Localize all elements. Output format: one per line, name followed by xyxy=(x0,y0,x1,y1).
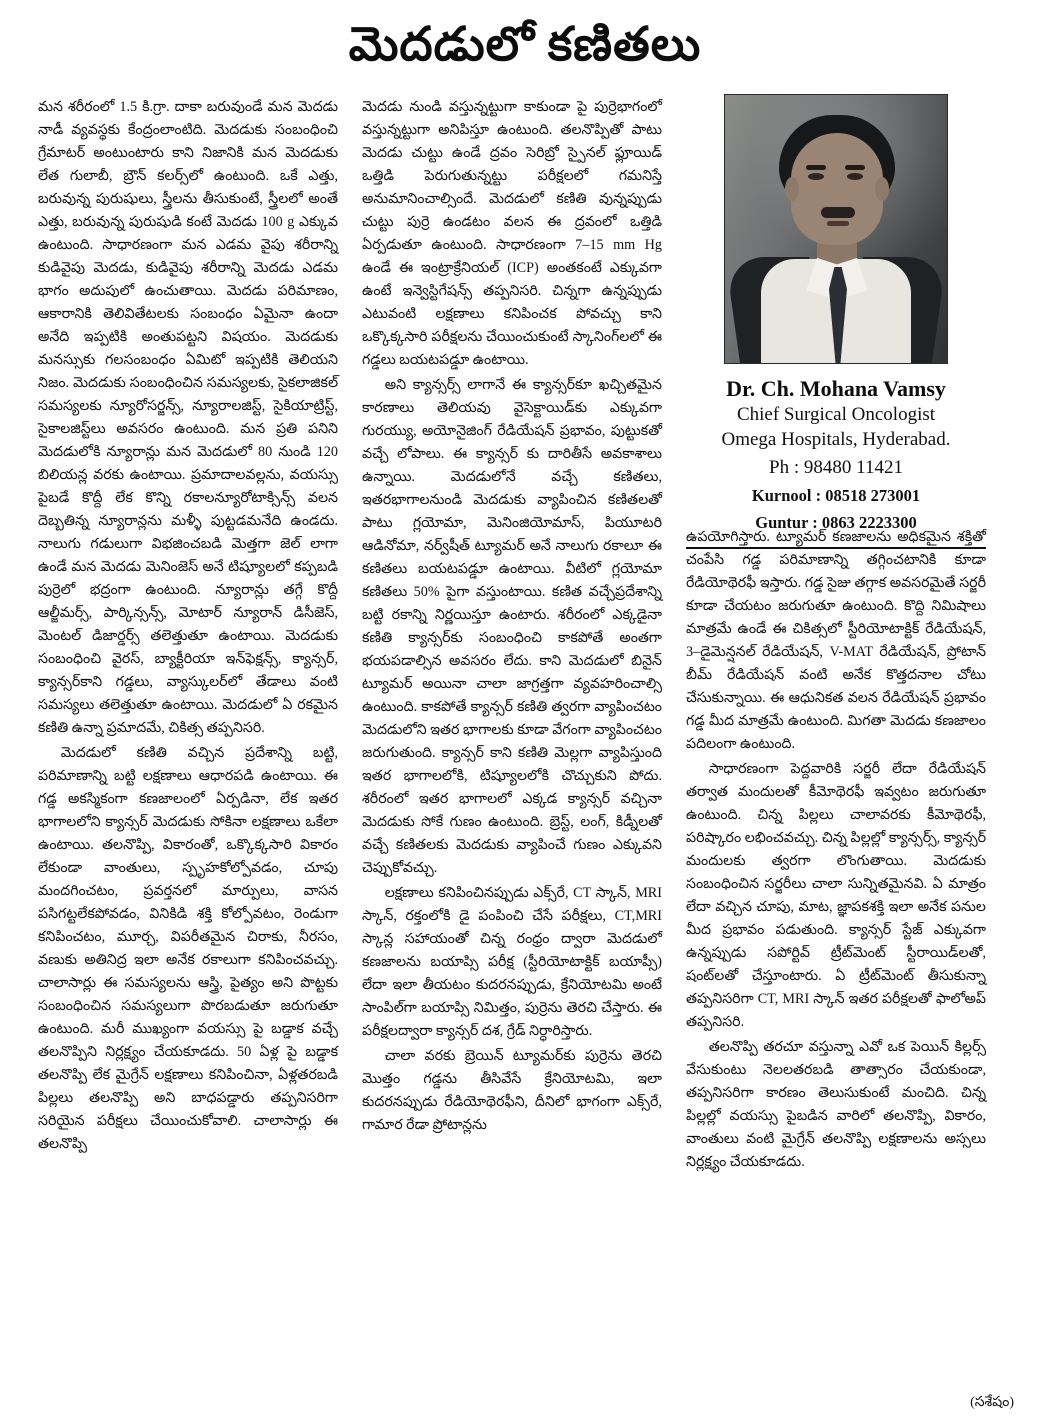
doctor-branch-guntur: Guntur : 0863 2223300 xyxy=(755,513,917,533)
paragraph: మన శరీరంలో 1.5 కి.గ్రా. దాకా బరువుండే మన మెదడు నాడీ వ్యవస్థకు కేంద్రంలాంటిది. మెదడుకు సంబంధించి గ్రేమాటర్ అంటుంటారు కాని నిజానికి మన మెదడుకు లేత గులాబీ, బ్రౌన్ కలర్స్‌లో ఉంటుంది. ఒకే ఎత్తు, బరువున్న పురుషులు, స్త్రీలను తీసుకుంటే, స్త్రీలలో అంతే ఎత్తు, బరువున్న పురుషుడి కంటే మెదడు 100 g ఎక్కువ ఉంటుంది. సాధారణంగా మన ఎడమ వైపు శరీరాన్ని కుడివైపు మెదడు, కుడివైపు శరీరాన్ని మెదడు ఎడమ భాగం అదుపులో ఉంచుతాయి. మెదడు పరిమాణం, ఆకారానికి తెలివితేటలకు సంబంధం ఏమైనా ఉందా అనేది ఇప్పటికి అంతుపట్టని విషయం. మెదడుకు మనస్సుకు గలసంబంధం ఏమిటో ఇప్పటికి తెలియని నిజం. మెదడుకు సంబంధించిన సమస్యలకు, సైకలాజికల్ సమస్యలకు న్యూరోసర్జన్స్, న్యూరాలజిస్ట్, సైకియాట్రిస్ట్, సైకాలజిస్ట్‌లు అవసరం ఉంటుంది. మన ప్రతి పనిని మెదడులోకి న్యూరాన్లు మన మెదడులో 80 నుండి 120 బిలియన్ల వరకు ఉంటాయి. ప్రమాదాలవల్లను, వయస్సు పైబడే కొద్దీ లేక కొన్ని రకాలన్యూరోటాక్సిన్స్ వలన దెబ్బతిన్న న్యూరాన్లను మళ్ళీ పుట్టడమనేది ఉండదు. నాలుగు గడులుగా విభజించబడి మెత్తగా జెల్ లాగా ఉండే మన మెదడు మెనింజెస్ అనే టిష్యూలలో కప్పబడి పుర్రెలో భద్రంగా ఉంటుంది. న్యూరాన్లు తగ్గే కొద్దీ ఆల్జీమర్స్, పార్కిన్సన్స్, మోటార్ న్యూరాన్ డిసీజెస్, మెంటల్ డిజార్డర్స్ తలెత్తుతూ ఉంటాయి. మెదడుకు సంబంధించి వైరస్, బ్యాక్టీరియా ఇన్‌ఫెక్షన్స్, క్యాన్సర్, క్యాన్సర్‌కాని గడ్డలు, వ్యాస్కులర్‌లో తేడాలు వంటి సమస్యలు తలెత్తుతూ ఉంటాయి. మెదడులో ఏ రకమైన కణితి ఉన్నా ప్రమాదమే, చికిత్స తప్పనిసరి. xyxy=(38,99,338,736)
paragraph: చాలా వరకు బ్రెయిన్ ట్యూమర్‌కు పుర్రెను తెరచి మొత్తం గడ్డను తీసివేసే క్రేనియోటమి, ఇలా కుదరనప్పుడు రేడియోథెరఫీని, దీనిలో భాగంగా ఎక్స్‌రే, గామార రేడా ప్రోటాన్లను xyxy=(362,1048,662,1134)
page-title: మెదడులో కణితలు xyxy=(348,19,702,71)
paragraph: మెదడు నుండి వస్తున్నట్టుగా కాకుండా పై పుర్రెభాగంలో వస్తున్నట్టుగా అనిపిస్తూ ఉంటుంది. తలనొప్పితో పాటు మెదడు చుట్టు ఉండే ద్రవం సెరిబ్రో స్పైనల్ ఫ్లూయిడ్ ఒత్తిడి పెరుగుతున్నట్టు పరీక్షలలో గమనిస్తే అనుమానించాల్సిందే. మెదడులో కణితి వున్నప్పుడు చుట్టు పుర్రె ఉండటం వలన ఈ ద్రవంలో ఒత్తిడి ఏర్పడుతూ ఉంటుంది. సాధారణంగా 7–15 mm Hg ఉండే ఈ ఇంట్రాక్రేనియల్ (ICP) అంతకంటే ఎక్కువగా ఉంటే ఇన్వెస్టిగేషన్స్ తప్పనిసరి. చిన్నగా ఉన్నప్పుడు ఎటువంటి లక్షణాలు కనిపించక పోవచ్చు కాని ఒక్కొక్కసారి పరీక్షలను చేయించుకుంటే స్కానింగ్‌లలో ఈ గడ్డలు బయటపడ్డూ ఉంటాయి. xyxy=(362,99,662,368)
doctor-name: Dr. Ch. Mohana Vamsy xyxy=(726,376,946,401)
face xyxy=(791,133,883,245)
eye-right xyxy=(847,173,863,180)
eyebrow-right xyxy=(845,165,865,170)
paragraph: సాధారణంగా పెద్దవారికి సర్జరీ లేదా రేడియేషన్ తర్వాత మందులతో కీమోథెరఫీ ఇవ్వటం జరుగుతూ ఉంటుంది. చిన్న పిల్లలు చాలావరకు కీమోథెరఫీ, పరిష్కారం లభించవచ్చు. చిన్న పిల్లల్లో క్యాన్సర్స్, క్యాన్సర్ మందులకు త్వరగా లొంగుతాయి. మెదడుకు సంబంధించిన సర్జరీలు చాలా సున్నితమైనవి. ఏ మాత్రం లేదా వచ్చిన చూపు, మాట, జ్ఞాపకశక్తి ఇలా అనేక పనుల మీద ప్రభావం పడుతుంది. క్యాన్సర్ స్టేజ్ ఎక్కువగా ఉన్నప్పుడు సపోర్టివ్ ట్రీట్‌మెంట్ స్టీరాయిడ్‌లతో, షంట్‌లతో చేస్తూంటారు. ఏ ట్రీట్‌మెంట్ తీసుకున్నా తప్పనిసరిగా CT, MRI స్కాన్ ఇతర పరీక్షలతో ఫాలోఅప్ తప్పనిసరి. xyxy=(686,761,986,1031)
article-column-2 xyxy=(362,96,662,1140)
eyebrow-left xyxy=(806,165,826,170)
moustache xyxy=(821,207,855,218)
article-column-1 xyxy=(38,96,338,1158)
paragraph: ఉపయోగిస్తారు. ట్యూమర్ కణజాలను అధికమైన శక్తితో చంపేసి గడ్డ పరిమాణాన్ని తగ్గించటానికి కూడా రేడియోథెరఫీ ఇస్తారు. గడ్డ సైజు తగ్గాక అవసరమైతే సర్జరీ కూడా చేయటం జరుగుతూ ఉంటుంది. కొద్ది నిమిషాలు మాత్రమే ఉండే ఈ చికిత్సలో స్టీరియోటాక్టిక్ రేడియేషన్, 3–డైమెన్షనల్ రేడియేషన్, V-MAT రేడియేషన్, ప్రోటాన్ బీమ్ రేడియేషన్ వంటి అనేక కొత్తదనాల చోటు చేసుకున్నాయి. ఈ ఆధునికత వలన రేడియేషన్ ప్రభావం గడ్డ మీద మాత్రమే ఉంటుంది. మిగతా మెదడు కణజాలం పదిలంగా ఉంటుంది. xyxy=(686,529,986,752)
mouth xyxy=(827,221,849,226)
doctor-title: Chief Surgical Oncologist xyxy=(736,404,936,425)
paragraph: మెదడులో కణితి వచ్చిన ప్రదేశాన్ని బట్టి, పరిమాణాన్ని బట్టి లక్షణాలు ఆధారపడి ఉంటాయి. ఈ గడ్డ అకస్మికంగా కణజాలంలో ఏర్పడినా, లేక ఇతర భాగాలలోని క్యాన్సర్ మెదడుకు సోకినా లక్షణాలు ఒకేలా ఉంటాయి. తలనొప్పి, వికారంతో, ఒక్కొక్కసారి వికారం లేకుండా వాంతులు, స్పృహకోల్పోవడం, చూపు మందగించటం, ప్రవర్తనలో మార్పులు, వాసన పసిగట్టలేకపోవడం, వినికిడి శక్తి కోల్పోవటం, రెండుగా కనిపించటం, మూర్చ, విపరీతమైన చిరాకు, నీరసం, వణుకు అతినిద్ర ఇలా అనేక రకాలుగా కనిపించవచ్చు. చాలాసార్లు ఈ సమస్యలను ఆస్త్రి, పైత్యం అని పొట్టకు సంబంధించిన సమస్యలుగా పొరబడుతూ జరుగుతూ ఉంటుంది. మరీ ముఖ్యంగా వయస్సు పై బడ్డాక వచ్చే తలనొప్పిని నిర్లక్ష్యం చేయకూడదు. 50 ఏళ్ల పై బడ్డాక తలనొప్పి లేక మైగ్రేన్ లక్షణాలు కనిపించినా, ఏళ్లతరబడి పిల్లలు తలనొప్పి అని బాధపడ్డారు తప్పనిసరిగా సరియైన పరీక్షలు చేయించుకోవాలి. చాలాసార్లు ఈ తలనొప్పి xyxy=(38,745,338,1153)
doctor-hospital: Omega Hospitals, Hyderabad. xyxy=(721,429,951,451)
eye-left xyxy=(808,173,824,180)
paragraph: తలనొప్పి తరచూ వస్తున్నా ఎవో ఒక పెయిన్ కిల్లర్స్ వేసుకుంటు నెలలతరబడి తాత్సారం చేయకుండా, తప్పనిసరిగా కారణం తెలుసుకుంటే మంచిది. చిన్న పిల్లల్లో వయస్సు పైబడిన వారిలో తలనొప్పి, వికారం, వాంతులు వంటి మైగ్రేన్ తలనొప్పి లక్షణాలను అస్సలు నిర్లక్ష్యం చేయకూడదు. xyxy=(686,1039,986,1171)
doctor-photo xyxy=(724,94,948,364)
doctor-profile-block xyxy=(686,94,986,559)
paragraph: అని క్యాన్సర్స్ లాగానే ఈ క్యాన్సర్‌కూ ఖచ్చితమైన కారణాలు తెలియవు వైసెక్టాయిడ్‌కు ఎక్కువగా గురయ్యు, అయోనైజింగ్ రేడియేషన్ ప్రభావం, పుట్టుకతో వచ్చే లోపాలు. ఈ క్యాన్సర్ కు దారితీసే అవకాశాలు ఉన్నాయి. మెదడులోనే వచ్చే కణితలు, ఇతరభాగాలనుండి మెదడుకు వ్యాపించిన కణితలతో పాటు గ్లయోమా, మెనింజియోమాస్, పియూటరి ఆడినోమా, నర్వ్‌షీత్ ట్యూమర్ అనే నాలుగు రకాలూ ఈ కణితలు బయటపడ్డూ ఉంటాయి. వీటిలో గ్లయోమా కణితలు 50% పైగా వస్తుంటాయి. కణిత వచ్చేప్రదేశాన్ని బట్టి రకాన్ని నిర్ణయిస్తూ ఉంటారు. శరీరంలో ఎక్కడైనా కణితి క్యాన్సర్‌కు సంబంధించి కాకపోతే అంతగా భయపడాల్సిన అవసరం లేదు. కాని మెదడులో బినైన్ ట్యూమర్ అయినా చాలా జాగ్రత్తగా వ్యవహరించాల్సి ఉంటుంది. కాకపోతే క్యాన్సర్ కణితి త్వరగా వ్యాపించటం మెదడులోని ఇతర భాగాలకు కూడా వేగంగా వ్యాపించటం జరుగుతుంది. క్యాన్సర్ కాని కణితి మెల్లగా వ్యాపిస్తుంది ఇతర భాగాలలోకి, టిష్యూలలోకి చొచ్చుకుని పోదు. శరీరంలో ఇతర భాగాలలో ఎక్కడ క్యాన్సర్ వచ్చినా మెదడుకు సోకే గుణం ఉంటుంది. బ్రెస్ట్, లంగ్, కిడ్నీలతో వచ్చే కణితలకు మెదడుకు వ్యాపించే గుణం ఎక్కువని చెప్పుకోవచ్చు. xyxy=(362,377,662,877)
doctor-phone: Ph : 98480 11421 xyxy=(769,456,903,478)
ear-right xyxy=(875,177,889,201)
article-column-3 xyxy=(686,526,986,1176)
paragraph: లక్షణాలు కనిపించినప్పుడు ఎక్స్‌రే, CT స్కాన్, MRI స్కాన్, రక్తంలోకి డై పంపించి చేసే పరీక్షలు, CT,MRI స్కాన్ల సహాయంతో చిన్న రంధ్రం ద్వారా మెదడులో కణజాలను బయాప్సి పరీక్ష (స్టీరియోటాక్టిక్ బయాప్సీ) లేదా ఇలా తీయటం కుదరనప్పుడు, క్రేనియోటమి అంటే సాంపిల్‌గా బయాప్సి నిమిత్తం, పుర్రెను తెరచి చేస్తారు. ఈ పరీక్షలద్వారా క్యాన్సర్ దశ, గ్రేడ్ నిర్ధారిస్తారు. xyxy=(362,885,662,1040)
article-columns xyxy=(38,96,1018,1416)
doctor-branch-kurnool: Kurnool : 08518 273001 xyxy=(751,486,921,506)
ear-left xyxy=(785,177,799,201)
continued-marker: (సశేషం) xyxy=(970,1395,1014,1410)
